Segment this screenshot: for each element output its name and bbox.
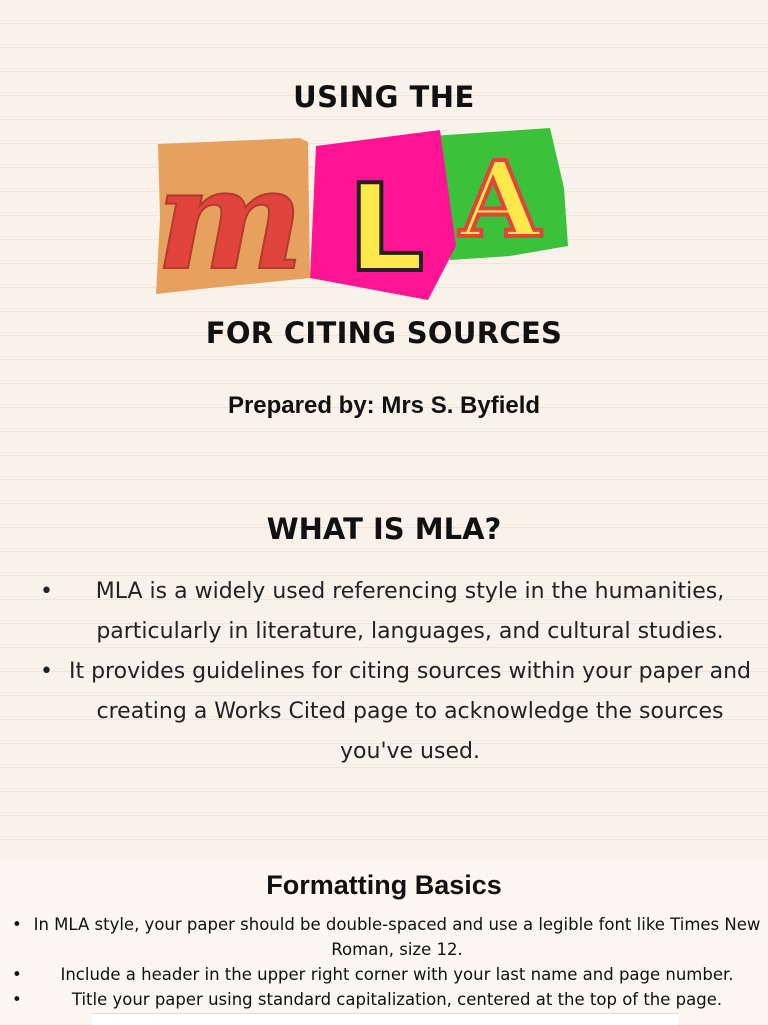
list-item <box>8 987 764 1012</box>
list-item <box>40 572 752 652</box>
title-for-citing-sources: FOR CITING SOURCES <box>205 316 563 350</box>
list-item-text: MLA is a widely used referencing style in the humanities, particularly in literature, languages, and cultural studies. <box>95 579 725 644</box>
next-page-edge <box>92 1013 678 1025</box>
formatting-list <box>8 912 764 1012</box>
logo-letter-l: L <box>347 160 425 299</box>
logo-letter-a: A <box>459 138 541 261</box>
logo-letter-m: m <box>155 138 305 302</box>
bullet-icon: • <box>12 915 22 934</box>
bullet-icon: • <box>12 965 22 984</box>
heading-formatting-basics: Formatting Basics <box>266 870 502 900</box>
list-item <box>8 962 764 987</box>
list-item-text: Title your paper using standard capitalization, centered at the top of the page. <box>71 990 723 1009</box>
heading-what-is-mla: WHAT IS MLA? <box>266 512 502 546</box>
mla-logo <box>150 128 580 308</box>
list-item-text: Include a header in the upper right corner with your last name and page number. <box>60 965 734 984</box>
prepared-by: Prepared by: Mrs S. Byfield <box>227 392 541 419</box>
title-using-the: USING THE <box>293 80 475 114</box>
list-item-text: In MLA style, your paper should be double-spaced and use a legible font like Times New Roman, size 12. <box>33 915 761 959</box>
list-item <box>8 912 764 962</box>
bullet-icon: • <box>40 579 53 604</box>
list-item <box>40 652 752 772</box>
what-is-mla-list <box>40 572 752 772</box>
bullet-icon: • <box>12 990 22 1009</box>
bullet-icon: • <box>40 659 53 684</box>
list-item-text: It provides guidelines for citing sources within your paper and creating a Works Cited page to acknowledge the sources you've used. <box>68 659 752 764</box>
